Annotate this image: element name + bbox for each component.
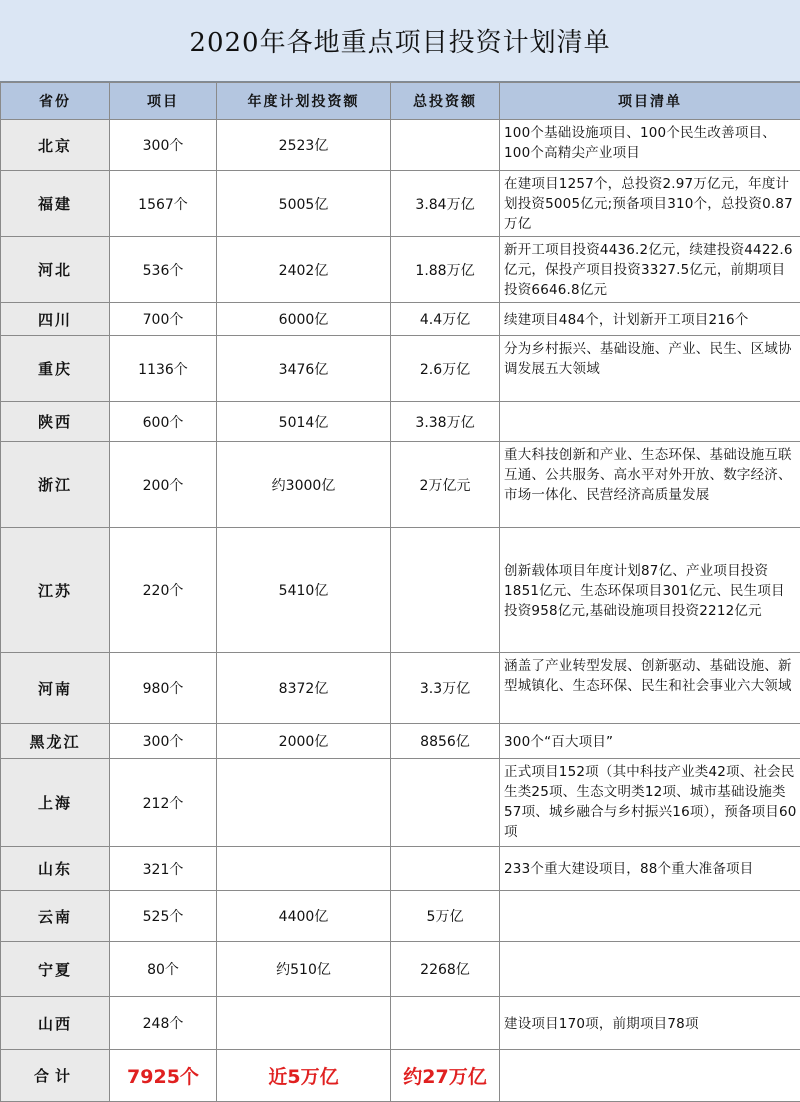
province-cell: 山西 — [1, 997, 110, 1050]
total-investment-cell: 1.88万亿 — [391, 237, 500, 303]
page-title: 2020年各地重点项目投资计划清单 — [189, 22, 610, 59]
annual-investment-cell: 5014亿 — [217, 402, 391, 442]
province-cell: 黑龙江 — [1, 724, 110, 759]
totals-label: 合计 — [1, 1050, 110, 1102]
table-row — [1, 120, 800, 171]
table-title-bar — [0, 0, 800, 82]
projects-cell: 700个 — [110, 303, 217, 336]
annual-investment-cell: 2523亿 — [217, 120, 391, 171]
total-investment-cell: 2268亿 — [391, 942, 500, 997]
total-investment-cell: 4.4万亿 — [391, 303, 500, 336]
table-row — [1, 891, 800, 942]
projects-cell: 220个 — [110, 528, 217, 653]
province-cell: 山东 — [1, 847, 110, 891]
total-investment-cell: 2.6万亿 — [391, 336, 500, 402]
projects-cell: 300个 — [110, 120, 217, 171]
table-row — [1, 759, 800, 847]
project-list-cell: 在建项目1257个，总投资2.97万亿元，年度计划投资5005亿元;预备项目310个，总投资0.87万亿 — [500, 171, 800, 237]
province-cell: 浙江 — [1, 442, 110, 528]
province-cell: 北京 — [1, 120, 110, 171]
province-cell: 河北 — [1, 237, 110, 303]
project-list-cell: 新开工项目投资4436.2亿元，续建投资4422.6亿元，保投产项目投资3327.5亿元，前期项目投资6646.8亿元 — [500, 237, 800, 303]
project-list-cell: 重大科技创新和产业、生态环保、基础设施互联互通、公共服务、高水平对外开放、数字经济、市场一体化、民营经济高质量发展 — [500, 442, 800, 528]
table-row — [1, 171, 800, 237]
projects-cell: 1567个 — [110, 171, 217, 237]
table-row — [1, 442, 800, 528]
projects-cell: 600个 — [110, 402, 217, 442]
total-investment-cell: 3.38万亿 — [391, 402, 500, 442]
table-row — [1, 402, 800, 442]
province-cell: 河南 — [1, 653, 110, 724]
total-investment-cell: 5万亿 — [391, 891, 500, 942]
total-investment-cell — [391, 120, 500, 171]
project-list-cell — [500, 891, 800, 942]
total-annual-investment: 近5万亿 — [217, 1050, 391, 1102]
table-row — [1, 847, 800, 891]
annual-investment-cell: 2402亿 — [217, 237, 391, 303]
total-investment-cell — [391, 847, 500, 891]
total-investment-cell: 8856亿 — [391, 724, 500, 759]
annual-investment-cell: 5005亿 — [217, 171, 391, 237]
table-row — [1, 724, 800, 759]
totals-row — [1, 1050, 800, 1102]
project-list-cell: 300个“百大项目” — [500, 724, 800, 759]
annual-investment-cell: 6000亿 — [217, 303, 391, 336]
province-cell: 宁夏 — [1, 942, 110, 997]
total-investment-cell: 3.3万亿 — [391, 653, 500, 724]
project-list-cell: 正式项目152项（其中科技产业类42项、社会民生类25项、生态文明类12项、城市基础设施类57项、城乡融合与乡村振兴16项），预备项目60项 — [500, 759, 800, 847]
projects-cell: 300个 — [110, 724, 217, 759]
project-list-cell: 100个基础设施项目、100个民生改善项目、100个高精尖产业项目 — [500, 120, 800, 171]
projects-cell: 80个 — [110, 942, 217, 997]
total-investment: 约27万亿 — [391, 1050, 500, 1102]
header-project-list: 项目清单 — [500, 83, 800, 120]
annual-investment-cell: 2000亿 — [217, 724, 391, 759]
table-row — [1, 653, 800, 724]
header-annual-investment: 年度计划投资额 — [217, 83, 391, 120]
province-cell: 云南 — [1, 891, 110, 942]
projects-cell: 248个 — [110, 997, 217, 1050]
investment-table — [0, 82, 800, 1102]
project-list-cell: 续建项目484个，计划新开工项目216个 — [500, 303, 800, 336]
total-investment-cell — [391, 528, 500, 653]
annual-investment-cell: 5410亿 — [217, 528, 391, 653]
total-projects: 7925个 — [110, 1050, 217, 1102]
annual-investment-cell: 约510亿 — [217, 942, 391, 997]
header-projects: 项目 — [110, 83, 217, 120]
header-province: 省份 — [1, 83, 110, 120]
annual-investment-cell: 4400亿 — [217, 891, 391, 942]
province-cell: 江苏 — [1, 528, 110, 653]
projects-cell: 525个 — [110, 891, 217, 942]
table-row — [1, 528, 800, 653]
table-row — [1, 997, 800, 1050]
projects-cell: 980个 — [110, 653, 217, 724]
total-investment-cell — [391, 997, 500, 1050]
annual-investment-cell — [217, 759, 391, 847]
province-cell: 陕西 — [1, 402, 110, 442]
projects-cell: 321个 — [110, 847, 217, 891]
total-investment-cell — [391, 759, 500, 847]
annual-investment-cell — [217, 847, 391, 891]
province-cell: 上海 — [1, 759, 110, 847]
header-row — [1, 83, 800, 120]
table-row — [1, 336, 800, 402]
annual-investment-cell: 8372亿 — [217, 653, 391, 724]
annual-investment-cell: 约3000亿 — [217, 442, 391, 528]
province-cell: 四川 — [1, 303, 110, 336]
annual-investment-cell — [217, 997, 391, 1050]
project-list-cell: 创新载体项目年度计划87亿、产业项目投资1851亿元、生态环保项目301亿元、民生项目投资958亿元,基础设施项目投资2212亿元 — [500, 528, 800, 653]
projects-cell: 212个 — [110, 759, 217, 847]
project-list-cell — [500, 942, 800, 997]
project-list-cell: 分为乡村振兴、基础设施、产业、民生、区域协调发展五大领域 — [500, 336, 800, 402]
project-list-cell: 233个重大建设项目，88个重大准备项目 — [500, 847, 800, 891]
province-cell: 福建 — [1, 171, 110, 237]
project-list-cell: 建设项目170项，前期项目78项 — [500, 997, 800, 1050]
province-cell: 重庆 — [1, 336, 110, 402]
project-list-cell: 涵盖了产业转型发展、创新驱动、基础设施、新型城镇化、生态环保、民生和社会事业六大领域 — [500, 653, 800, 724]
projects-cell: 200个 — [110, 442, 217, 528]
total-project-list — [500, 1050, 800, 1102]
total-investment-cell: 2万亿元 — [391, 442, 500, 528]
table-row — [1, 303, 800, 336]
projects-cell: 1136个 — [110, 336, 217, 402]
projects-cell: 536个 — [110, 237, 217, 303]
total-investment-cell: 3.84万亿 — [391, 171, 500, 237]
header-total-investment: 总投资额 — [391, 83, 500, 120]
annual-investment-cell: 3476亿 — [217, 336, 391, 402]
table-row — [1, 942, 800, 997]
table-row — [1, 237, 800, 303]
project-list-cell — [500, 402, 800, 442]
